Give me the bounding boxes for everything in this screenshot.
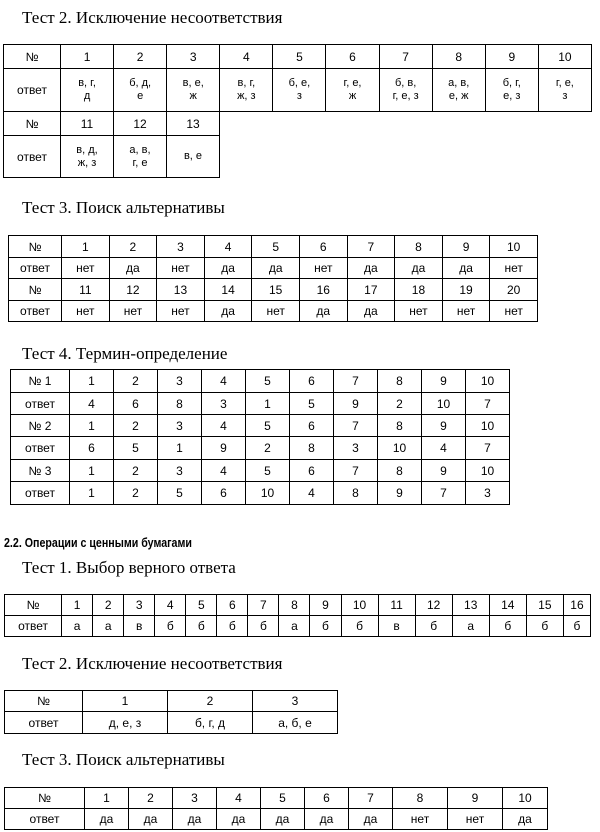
header-cell: ответ (9, 258, 62, 279)
table-row (11, 415, 510, 437)
cell: 1 (246, 393, 290, 415)
cell: 9 (310, 595, 341, 616)
cell: нет (490, 301, 538, 322)
cell: 12 (415, 595, 452, 616)
cell-line: д (83, 90, 91, 102)
cell: нет (393, 809, 448, 830)
cell-line: е, з (503, 90, 521, 102)
cell: да (261, 809, 305, 830)
cell: 12 (114, 112, 167, 136)
cell: а (62, 616, 93, 637)
cell: 5 (246, 370, 290, 393)
cell: 3 (466, 482, 510, 505)
cell-line: ж (189, 90, 197, 102)
cell: 8 (290, 437, 334, 460)
header-cell: ответ (5, 809, 85, 830)
cell: 1 (158, 437, 202, 460)
cell: 8 (393, 788, 448, 809)
cell: 2 (114, 45, 167, 69)
cell: 6 (70, 437, 114, 460)
cell: 7 (349, 788, 393, 809)
cell: да (217, 809, 261, 830)
cell-line: б, е, (288, 77, 311, 89)
cell: б (341, 616, 378, 637)
cell: 9 (378, 482, 422, 505)
heading-test1-correct-answer: Тест 1. Выбор верного ответа (22, 558, 236, 577)
cell: 9 (485, 45, 538, 69)
cell: 3 (173, 788, 217, 809)
cell (114, 136, 167, 178)
cell: 3 (167, 45, 220, 69)
cell: нет (442, 301, 490, 322)
cell: 11 (62, 279, 110, 301)
cell: 1 (70, 460, 114, 482)
table-row (5, 595, 591, 616)
cell: 7 (466, 437, 510, 460)
cell: да (347, 258, 395, 279)
cell: нет (109, 301, 157, 322)
cell: а, б, е (253, 712, 338, 734)
cell: 6 (299, 236, 347, 258)
heading-test2-exclusion: Тест 2. Исключение несоответствия (22, 8, 283, 27)
cell: да (305, 809, 349, 830)
cell: б (155, 616, 186, 637)
cell: 9 (448, 788, 503, 809)
table-row (11, 393, 510, 415)
cell: 5 (246, 460, 290, 482)
cell: 1 (70, 415, 114, 437)
cell-line: в, е (183, 150, 203, 162)
header-cell: ответ (11, 393, 70, 415)
header-cell: ответ (5, 712, 83, 734)
cell: 6 (290, 460, 334, 482)
heading-test2-exclusion-2: Тест 2. Исключение несоответствия (22, 654, 283, 673)
header-cell: № 3 (11, 460, 70, 482)
header-cell: ответ (11, 482, 70, 505)
cell: 1 (62, 236, 110, 258)
header-cell: ответ (4, 136, 61, 178)
cell: да (347, 301, 395, 322)
table-row (9, 236, 538, 258)
cell: 1 (70, 482, 114, 505)
table-row (9, 258, 538, 279)
cell: да (204, 258, 252, 279)
cell-line: б, д, (129, 77, 152, 89)
cell: 19 (442, 279, 490, 301)
header-cell: № (9, 236, 62, 258)
header-cell: ответ (11, 437, 70, 460)
header-cell: № (4, 112, 61, 136)
cell-line: з (562, 90, 568, 102)
cell-line: г, е, (343, 77, 362, 89)
header-cell: ответ (9, 301, 62, 322)
heading-test4-term-definition: Тест 4. Термин-определение (22, 344, 228, 363)
table-row (5, 712, 338, 734)
cell: 8 (378, 460, 422, 482)
table-test2-exclusion (3, 44, 592, 112)
cell: 7 (334, 370, 378, 393)
table-row (9, 279, 538, 301)
cell: б, г, д (168, 712, 253, 734)
table-test4-term-definition (10, 369, 510, 505)
cell: а (93, 616, 124, 637)
cell: 2 (93, 595, 124, 616)
cell: 13 (167, 112, 220, 136)
cell: 2 (378, 393, 422, 415)
cell: 9 (422, 415, 466, 437)
cell: 13 (452, 595, 489, 616)
cell: 3 (158, 415, 202, 437)
table-row (4, 45, 592, 69)
cell: 2 (114, 370, 158, 393)
cell-line: б, в, (394, 77, 417, 89)
cell: а (279, 616, 310, 637)
cell: 2 (114, 415, 158, 437)
cell: б (248, 616, 279, 637)
cell: 4 (290, 482, 334, 505)
cell: 10 (538, 45, 591, 69)
cell: нет (62, 301, 110, 322)
header-cell: ответ (5, 616, 62, 637)
cell: 6 (202, 482, 246, 505)
cell: 3 (158, 460, 202, 482)
cell: 5 (158, 482, 202, 505)
cell: 20 (490, 279, 538, 301)
cell: 8 (432, 45, 485, 69)
cell: 5 (114, 437, 158, 460)
cell-line: в, г, (237, 77, 256, 89)
cell: 9 (422, 460, 466, 482)
cell: 4 (422, 437, 466, 460)
cell: д, е, з (83, 712, 168, 734)
cell (167, 136, 220, 178)
cell: б (415, 616, 452, 637)
cell: да (252, 258, 300, 279)
cell: 16 (563, 595, 590, 616)
cell-line: ж, з (237, 90, 256, 102)
cell-line: е, ж (448, 90, 469, 102)
cell: 6 (114, 393, 158, 415)
cell (61, 69, 114, 112)
cell (326, 69, 379, 112)
cell-line: з (296, 90, 302, 102)
cell: б (526, 616, 563, 637)
cell: 10 (466, 460, 510, 482)
cell: 2 (114, 482, 158, 505)
header-cell: № (5, 691, 83, 712)
cell: 5 (246, 415, 290, 437)
cell: 2 (109, 236, 157, 258)
cell: 1 (83, 691, 168, 712)
cell: да (109, 258, 157, 279)
cell: 4 (204, 236, 252, 258)
cell: 14 (204, 279, 252, 301)
cell: 7 (334, 415, 378, 437)
cell (220, 69, 273, 112)
cell: б (563, 616, 590, 637)
cell (114, 69, 167, 112)
header-cell: № 1 (11, 370, 70, 393)
table-test2-exclusion-2 (4, 690, 338, 734)
cell: 7 (422, 482, 466, 505)
table-test1-correct-answer (4, 594, 591, 637)
cell-line: ж, з (77, 156, 97, 169)
cell: 17 (347, 279, 395, 301)
cell: да (395, 258, 443, 279)
cell: 5 (290, 393, 334, 415)
cell: 2 (129, 788, 173, 809)
table-row (11, 482, 510, 505)
cell: 1 (61, 45, 114, 69)
cell: 10 (422, 393, 466, 415)
table-row (4, 69, 592, 112)
cell: 12 (109, 279, 157, 301)
section-title-securities-operations: 2.2. Операции с ценными бумагами (4, 535, 192, 550)
cell: в (124, 616, 155, 637)
cell: 10 (341, 595, 378, 616)
cell: 10 (378, 437, 422, 460)
cell-line: г, е, з (392, 90, 419, 102)
cell-line: ж (348, 90, 357, 102)
cell: 6 (305, 788, 349, 809)
cell (432, 69, 485, 112)
cell: б (310, 616, 341, 637)
cell: 14 (489, 595, 526, 616)
cell: да (442, 258, 490, 279)
heading-test3-alternative: Тест 3. Поиск альтернативы (22, 198, 225, 217)
cell-line: в, е, (182, 77, 204, 89)
cell: 9 (334, 393, 378, 415)
cell: 2 (246, 437, 290, 460)
header-cell: № (5, 788, 85, 809)
table-row (5, 616, 591, 637)
cell: 13 (157, 279, 205, 301)
cell: 8 (334, 482, 378, 505)
table-row (9, 301, 538, 322)
cell (379, 69, 432, 112)
cell: 3 (253, 691, 338, 712)
cell-line: в, г, (78, 77, 96, 89)
table-row (5, 788, 548, 809)
cell (273, 69, 326, 112)
table-row (11, 437, 510, 460)
cell-line: в, д, (76, 143, 98, 156)
cell: 4 (217, 788, 261, 809)
cell: а (452, 616, 489, 637)
cell: 4 (220, 45, 273, 69)
cell (61, 136, 114, 178)
cell-line: е (137, 90, 144, 102)
table-row (4, 136, 220, 178)
table-test3-alternative (8, 235, 538, 322)
cell: 1 (62, 595, 93, 616)
cell: нет (252, 301, 300, 322)
cell-line: а, в, (129, 143, 151, 156)
cell: нет (448, 809, 503, 830)
cell: 10 (246, 482, 290, 505)
cell: 8 (378, 415, 422, 437)
table-test2-exclusion-continued (3, 111, 220, 178)
cell-line: г, е, (555, 77, 574, 89)
cell: 10 (466, 370, 510, 393)
cell: нет (62, 258, 110, 279)
cell-line: б, г, (502, 77, 521, 89)
cell: 11 (378, 595, 415, 616)
cell: 7 (466, 393, 510, 415)
cell: 7 (248, 595, 279, 616)
cell: 3 (157, 236, 205, 258)
table-row (5, 809, 548, 830)
cell-line: а, в, (448, 77, 470, 89)
cell: 3 (158, 370, 202, 393)
cell: да (173, 809, 217, 830)
cell: 6 (217, 595, 248, 616)
cell: 3 (124, 595, 155, 616)
cell: 3 (334, 437, 378, 460)
cell: да (299, 301, 347, 322)
cell: 15 (526, 595, 563, 616)
cell: 5 (261, 788, 305, 809)
cell: 2 (114, 460, 158, 482)
cell: 9 (442, 236, 490, 258)
cell: нет (157, 258, 205, 279)
cell: 2 (168, 691, 253, 712)
cell: 5 (186, 595, 217, 616)
cell (167, 69, 220, 112)
cell: 1 (85, 788, 129, 809)
cell: 11 (61, 112, 114, 136)
cell: 4 (202, 460, 246, 482)
cell: 10 (503, 788, 548, 809)
header-cell: ответ (4, 69, 61, 112)
header-cell: № 2 (11, 415, 70, 437)
cell: да (349, 809, 393, 830)
header-cell: № (4, 45, 61, 69)
cell: 4 (202, 415, 246, 437)
cell: нет (395, 301, 443, 322)
cell: в (378, 616, 415, 637)
cell: 8 (158, 393, 202, 415)
cell (485, 69, 538, 112)
cell: 8 (395, 236, 443, 258)
cell: б (186, 616, 217, 637)
cell-line: г, е (132, 156, 148, 169)
cell: да (129, 809, 173, 830)
cell: 4 (155, 595, 186, 616)
table-test3-alternative-2 (4, 787, 548, 830)
cell: 7 (334, 460, 378, 482)
cell: 18 (395, 279, 443, 301)
cell: 9 (202, 437, 246, 460)
cell: нет (299, 258, 347, 279)
cell (538, 69, 591, 112)
header-cell: № (5, 595, 62, 616)
cell: да (204, 301, 252, 322)
cell: 8 (279, 595, 310, 616)
cell: б (217, 616, 248, 637)
cell: 5 (273, 45, 326, 69)
cell: 6 (290, 415, 334, 437)
cell: 10 (490, 236, 538, 258)
heading-test3-alternative-2: Тест 3. Поиск альтернативы (22, 750, 225, 769)
cell: 7 (347, 236, 395, 258)
table-row (11, 460, 510, 482)
cell: нет (157, 301, 205, 322)
cell: 16 (299, 279, 347, 301)
table-row (4, 112, 220, 136)
cell: 8 (378, 370, 422, 393)
cell: 3 (202, 393, 246, 415)
cell: 6 (326, 45, 379, 69)
cell: б (489, 616, 526, 637)
table-row (5, 691, 338, 712)
cell: 4 (202, 370, 246, 393)
cell: 15 (252, 279, 300, 301)
cell: 5 (252, 236, 300, 258)
cell: 7 (379, 45, 432, 69)
cell: да (503, 809, 548, 830)
cell: 10 (466, 415, 510, 437)
cell: 6 (290, 370, 334, 393)
table-row (11, 370, 510, 393)
cell: 1 (70, 370, 114, 393)
header-cell: № (9, 279, 62, 301)
cell: да (85, 809, 129, 830)
cell: нет (490, 258, 538, 279)
cell: 9 (422, 370, 466, 393)
cell: 4 (70, 393, 114, 415)
